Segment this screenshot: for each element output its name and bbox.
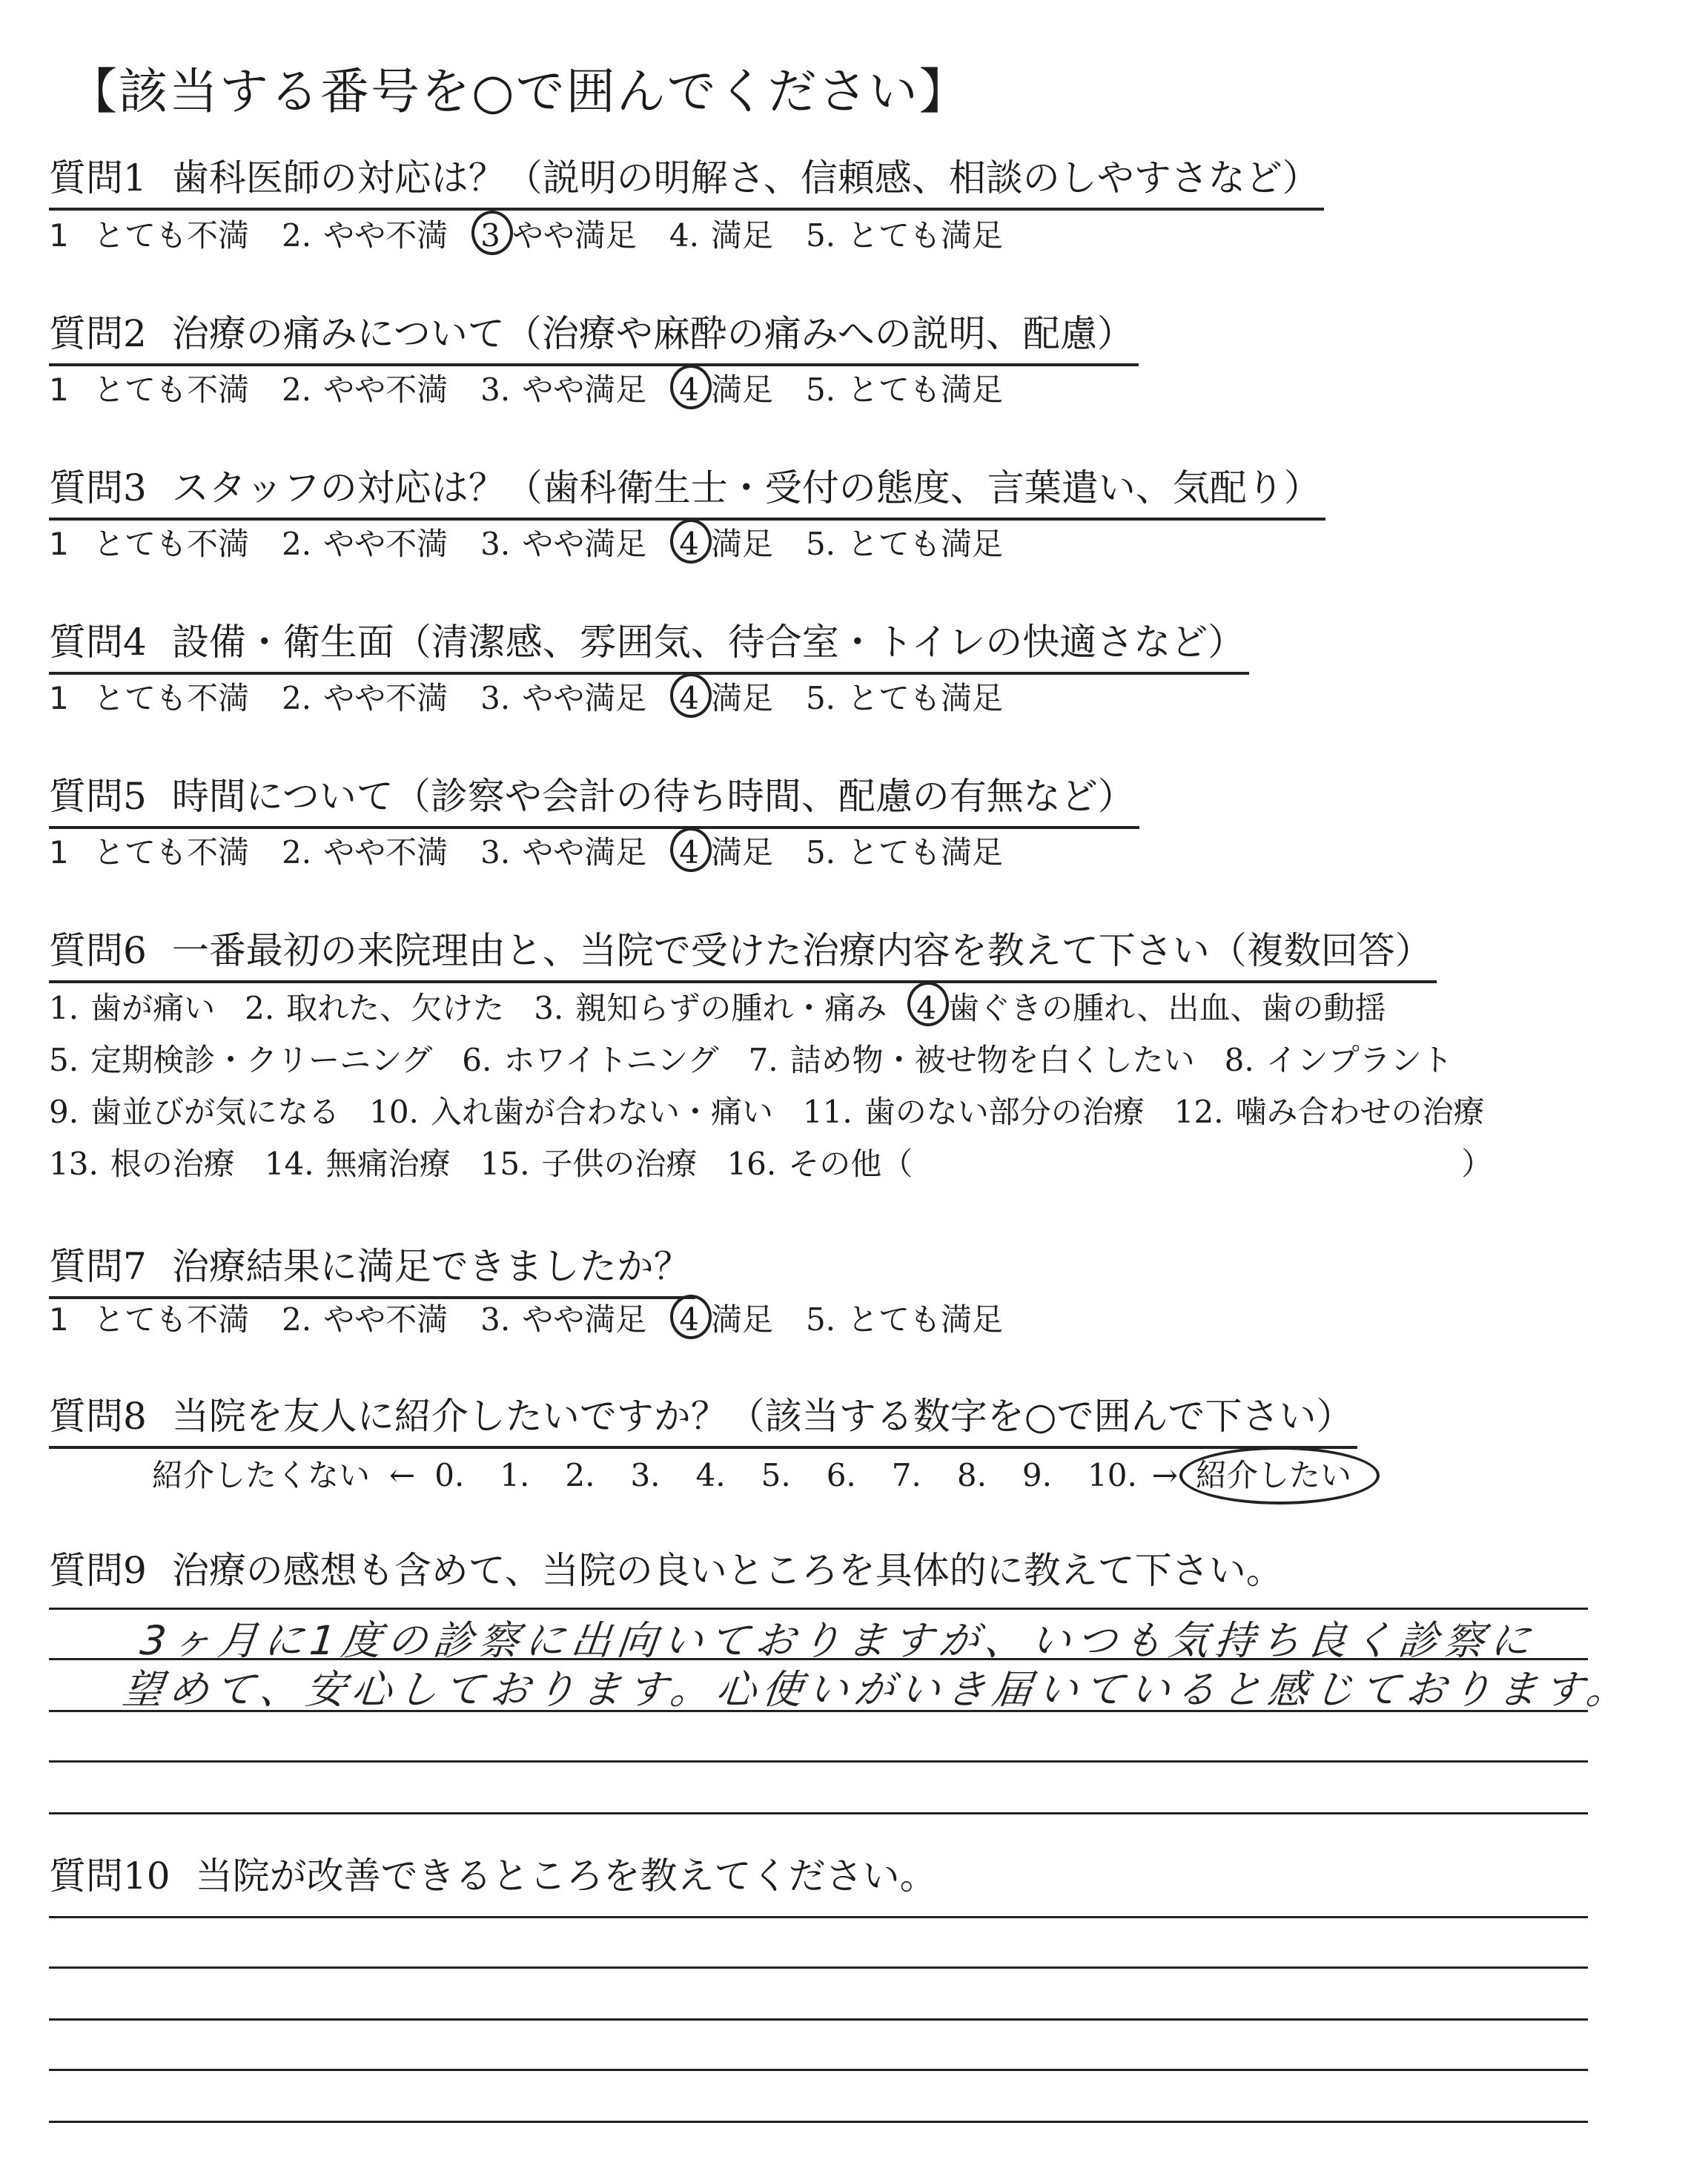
option-3-selected[interactable]: 3 やや満足 — [480, 215, 637, 257]
option-label: 歯ぐきの腫れ、出血、歯の動揺 — [948, 990, 1386, 1026]
option-label: 満足 — [710, 371, 773, 408]
q6-row-1 — [49, 986, 1416, 1031]
question-text: 当院を友人に紹介したいですか？（該当する数字を○で囲んで下さい） — [171, 1395, 1354, 1438]
option-label: とても不満 — [93, 1301, 250, 1338]
option-label: 噛み合わせの治療 — [1235, 1094, 1485, 1130]
answer-row-1 — [49, 215, 1036, 257]
option-label: 取れた、欠けた — [286, 990, 505, 1026]
answer-row-2 — [49, 369, 1036, 411]
option-5[interactable]: 5. とても満足 — [805, 1301, 1004, 1338]
option-1[interactable] — [93, 678, 249, 719]
scale-1[interactable]: 1. — [500, 1457, 530, 1493]
option-label: やや満足 — [522, 526, 647, 562]
option-label: とても不満 — [93, 217, 250, 254]
option-2[interactable]: 2. やや不満 — [282, 680, 448, 716]
option-3[interactable]: 3. やや満足 — [480, 371, 647, 408]
answer-line — [49, 1916, 1588, 1918]
option-4-selected[interactable]: 4 満足 — [679, 369, 773, 411]
option-label: やや満足 — [522, 1301, 647, 1338]
option-label: インプラント — [1265, 1042, 1453, 1078]
question-1 — [49, 148, 1324, 211]
option-label: とても不満 — [93, 834, 250, 871]
scale-2[interactable]: 2. — [565, 1457, 595, 1493]
scale-6[interactable]: 6. — [826, 1457, 856, 1493]
option-label: やや満足 — [522, 834, 647, 871]
option-label: やや不満 — [323, 526, 448, 562]
answer-line — [49, 2121, 1588, 2123]
question-6 — [49, 921, 1437, 983]
handwritten-tick: 1 — [49, 526, 69, 562]
option-label: とても満足 — [847, 371, 1004, 408]
scale-5[interactable]: 5. — [761, 1457, 791, 1493]
question-5 — [49, 767, 1139, 829]
question-text: 治療結果に満足できましたか？ — [171, 1245, 691, 1288]
option-2[interactable]: 2. やや不満 — [282, 526, 448, 562]
q6-option-15[interactable]: 15. 子供の治療 — [480, 1146, 698, 1182]
question-number: 質問4 — [49, 621, 147, 664]
scale-3[interactable]: 3. — [630, 1457, 661, 1493]
q6-option-5[interactable]: 5. 定期検診・クリーニング — [49, 1042, 433, 1078]
option-label: 無痛治療 — [325, 1146, 451, 1182]
handwritten-tick: 1 — [49, 834, 69, 871]
option-3[interactable]: 3. やや満足 — [480, 834, 647, 871]
option-label: やや不満 — [323, 217, 448, 254]
option-4[interactable]: 4. 満足 — [669, 217, 773, 254]
question-number: 質問6 — [49, 929, 147, 972]
option-5[interactable]: 5. とても満足 — [805, 217, 1004, 254]
question-text: 治療の痛みについて（治療や麻酔の痛みへの説明、配慮） — [171, 312, 1134, 355]
handwritten-tick: 1 — [49, 1301, 69, 1338]
option-5[interactable]: 5. とても満足 — [805, 371, 1004, 408]
handwritten-answer-line-1: 3ヶ月に1度の診察に出向いておりますが、いつも気持ち良く診察に — [138, 1617, 1539, 1664]
question-number: 質問1 — [49, 156, 147, 199]
question-text: 当院が改善できるところを教えてください。 — [195, 1855, 937, 1898]
q6-option-14[interactable]: 14. 無痛治療 — [264, 1146, 451, 1182]
option-3[interactable]: 3. やや満足 — [480, 1301, 647, 1338]
question-7 — [49, 1237, 695, 1299]
question-9 — [49, 1541, 1288, 1600]
option-3[interactable]: 3. やや満足 — [480, 680, 647, 716]
q6-row-3 — [49, 1090, 1515, 1135]
handwritten-tick: 1 — [49, 371, 69, 408]
option-label: とても満足 — [847, 217, 1004, 254]
option-label: 歯のない部分の治療 — [864, 1094, 1145, 1130]
q6-option-6[interactable]: 6. ホワイトニング — [462, 1042, 719, 1078]
question-text: 時間について（診察や会計の待ち時間、配慮の有無など） — [171, 775, 1135, 818]
option-label: 入れ歯が合わない・痛い — [430, 1094, 773, 1130]
scale-7[interactable]: 7. — [891, 1457, 921, 1493]
option-2[interactable]: 2. やや不満 — [282, 217, 448, 254]
option-label: とても不満 — [93, 680, 250, 716]
scale-9[interactable]: 9. — [1022, 1457, 1052, 1493]
q6-option-8[interactable]: 8. インプラント — [1224, 1042, 1453, 1078]
question-number: 質問8 — [49, 1395, 147, 1438]
option-4-selected[interactable]: 4 満足 — [679, 832, 773, 873]
option-1[interactable] — [93, 832, 249, 873]
handwritten-tick: 1 — [49, 217, 69, 254]
page-title: 【該当する番号を○で囲んでください】 — [68, 63, 970, 120]
option-1[interactable] — [93, 1299, 249, 1341]
answer-row-5 — [49, 832, 1036, 873]
option-label: とても満足 — [847, 526, 1004, 562]
q6-option-1[interactable]: 1. 歯が痛い — [49, 990, 216, 1026]
question-number: 質問7 — [49, 1245, 147, 1288]
option-4-selected[interactable]: 4 満足 — [679, 524, 773, 565]
option-1[interactable] — [93, 369, 249, 411]
right-arrow-icon: → — [1151, 1457, 1178, 1493]
option-label: とても満足 — [847, 834, 1004, 871]
option-label: とても不満 — [93, 371, 250, 408]
option-2[interactable]: 2. やや不満 — [282, 1301, 448, 1338]
option-label: やや不満 — [323, 1301, 448, 1338]
option-label: やや満足 — [522, 680, 647, 716]
q6-option-12[interactable]: 12. 噛み合わせの治療 — [1174, 1094, 1485, 1130]
recommend-scale — [152, 1450, 1357, 1502]
option-label: 満足 — [710, 217, 773, 254]
q6-row-4 — [49, 1142, 1522, 1186]
option-4-selected[interactable]: 4 満足 — [679, 678, 773, 719]
option-label: 満足 — [710, 834, 773, 871]
option-label: 満足 — [710, 1301, 773, 1338]
q6-option-10[interactable]: 10. 入れ歯が合わない・痛い — [369, 1094, 773, 1130]
option-label: やや不満 — [323, 834, 448, 871]
question-text: 一番最初の来院理由と、当院で受けた治療内容を教えて下さい（複数回答） — [171, 929, 1432, 972]
q6-option-3[interactable]: 3. 親知らずの腫れ・痛み — [534, 990, 887, 1026]
option-label: 歯並びが気になる — [90, 1094, 340, 1130]
scale-8[interactable]: 8. — [956, 1457, 987, 1493]
handwritten-answer-line-2: 望めて、安心しております。心使いがいき届いていると感じております。 — [120, 1666, 1635, 1713]
q6-row-2 — [49, 1038, 1483, 1083]
question-text: 治療の感想も含めて、当院の良いところを具体的に教えて下さい。 — [171, 1549, 1283, 1592]
q6-other-close-paren — [1461, 1142, 1492, 1186]
answer-row-3 — [49, 524, 1036, 565]
option-label: 根の治療 — [110, 1146, 235, 1182]
answer-row-4 — [49, 678, 1036, 719]
question-number: 質問3 — [49, 466, 147, 509]
question-number: 質問2 — [49, 312, 147, 355]
q6-option-13[interactable]: 13. 根の治療 — [49, 1146, 235, 1182]
answer-line — [49, 1760, 1588, 1763]
scale-right-label-selected[interactable]: 紹介したい — [1190, 1450, 1357, 1502]
option-label: 満足 — [710, 526, 773, 562]
answer-row-7 — [49, 1299, 1036, 1341]
q6-option-2[interactable]: 2. 取れた、欠けた — [245, 990, 505, 1026]
option-label: やや満足 — [522, 371, 647, 408]
answer-line — [49, 1966, 1588, 1969]
option-1[interactable] — [93, 524, 249, 565]
option-2[interactable]: 2. やや不満 — [282, 371, 448, 408]
option-label: とても不満 — [93, 526, 250, 562]
q6-option-7[interactable]: 7. 詰め物・被せ物を白くしたい — [748, 1042, 1195, 1078]
scale-10[interactable]: 10. — [1088, 1457, 1137, 1493]
question-4 — [49, 612, 1249, 675]
option-5[interactable]: 5. とても満足 — [805, 680, 1004, 716]
option-4-selected[interactable]: 4 満足 — [679, 1299, 773, 1341]
option-label: ） — [1461, 1146, 1493, 1182]
handwritten-tick: 1 — [49, 680, 69, 716]
option-label: ホワイトニング — [503, 1042, 719, 1078]
option-label: 子供の治療 — [541, 1146, 698, 1182]
scale-4[interactable]: 4. — [695, 1457, 726, 1493]
option-3[interactable]: 3. やや満足 — [480, 526, 647, 562]
question-number: 質問5 — [49, 775, 147, 818]
question-number: 質問9 — [49, 1549, 147, 1592]
q6-option-16[interactable]: 16. その他（ — [726, 1146, 913, 1182]
question-text: 設備・衛生面（清潔感、雰囲気、待合室・トイレの快適さなど） — [171, 621, 1245, 664]
q6-option-9[interactable]: 9. 歯並びが気になる — [49, 1094, 340, 1130]
question-number: 質問10 — [49, 1855, 171, 1898]
question-10 — [49, 1846, 941, 1906]
option-label: やや満足 — [512, 217, 637, 254]
option-5[interactable]: 5. とても満足 — [805, 526, 1004, 562]
question-text: スタッフの対応は？（歯科衛生士・受付の態度、言葉遣い、気配り） — [171, 466, 1321, 509]
option-label: 詰め物・被せ物を白くしたい — [790, 1042, 1195, 1078]
option-2[interactable]: 2. やや不満 — [282, 834, 448, 871]
left-arrow-icon: ← — [389, 1457, 416, 1493]
q6-option-11[interactable]: 11. 歯のない部分の治療 — [802, 1094, 1145, 1130]
option-label: とても満足 — [847, 1301, 1004, 1338]
q6-option-4-selected[interactable]: 4 歯ぐきの腫れ、出血、歯の動揺 — [916, 986, 1386, 1031]
option-label: やや不満 — [323, 371, 448, 408]
option-label: 定期検診・クリーニング — [90, 1042, 433, 1078]
answer-line — [49, 2018, 1588, 2021]
answer-line — [49, 2069, 1588, 2071]
scale-left-label: 紹介したくない — [152, 1457, 371, 1493]
answer-line — [49, 1812, 1588, 1814]
question-text: 歯科医師の対応は？（説明の明解さ、信頼感、相談のしやすさなど） — [171, 156, 1320, 199]
question-8 — [49, 1387, 1357, 1449]
option-5[interactable]: 5. とても満足 — [805, 834, 1004, 871]
question-2 — [49, 304, 1139, 366]
option-label: やや不満 — [323, 680, 448, 716]
option-label: 満足 — [710, 680, 773, 716]
question-3 — [49, 458, 1325, 521]
option-label: 歯が痛い — [90, 990, 216, 1026]
option-label: その他（ — [788, 1146, 913, 1182]
scale-0[interactable]: 0. — [434, 1457, 465, 1493]
option-label: 親知らずの腫れ・痛み — [575, 990, 887, 1026]
option-label: とても満足 — [847, 680, 1004, 716]
option-1[interactable] — [93, 215, 249, 257]
